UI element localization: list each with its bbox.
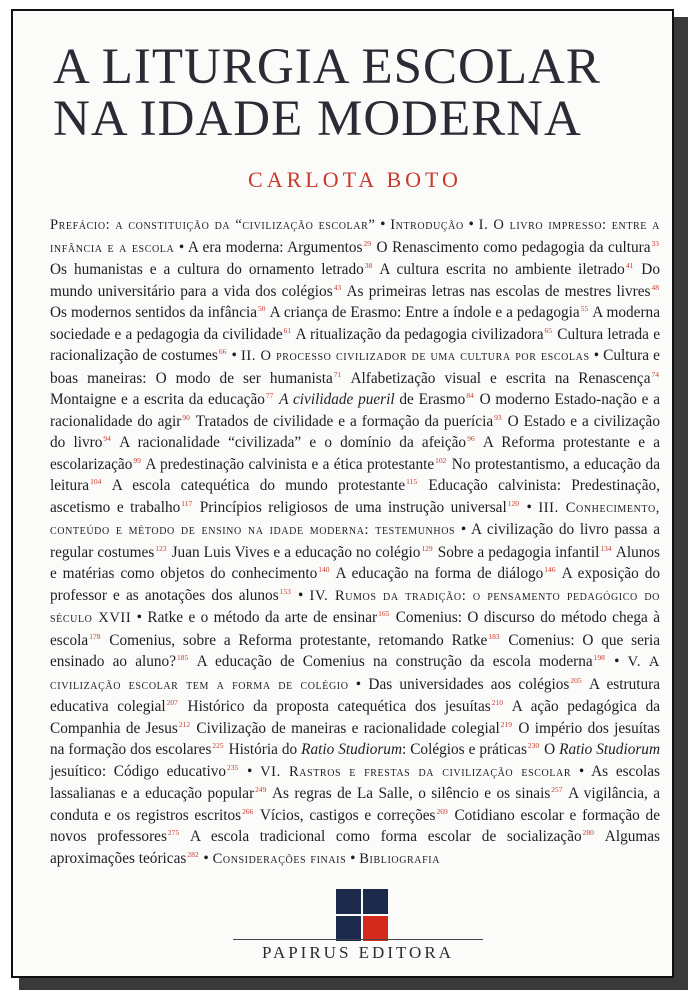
- toc-text: •: [519, 498, 539, 516]
- toc-text: As primeiras letras nas escolas de mestres livres: [342, 282, 651, 300]
- page-number: 71: [333, 369, 342, 379]
- toc-text: Vícios, castigos e correções: [254, 806, 436, 824]
- toc-text: A vigilância, a conduta e os registros escritos: [50, 785, 660, 824]
- title-line-1: A LITURGIA ESCOLAR: [53, 39, 601, 95]
- toc-text: • As escolas lassalianas e a educação popular: [50, 762, 660, 802]
- page-number: 102: [435, 455, 447, 465]
- page-number: 96: [467, 434, 475, 443]
- page-number: 275: [167, 828, 180, 837]
- toc-text: Alfabetização visual e escrita na Renascença: [342, 369, 651, 387]
- page-number: 55: [580, 304, 589, 313]
- toc-text: • Das universidades aos colégios: [348, 675, 570, 693]
- toc-text: •: [375, 216, 391, 233]
- toc-text: Cultura letrada e racionalização de costumes: [50, 325, 660, 364]
- page-number: 146: [544, 565, 556, 574]
- toc-text: : Colégios e práticas: [402, 741, 527, 758]
- toc-italic-text: Ratio Studiorum: [301, 741, 402, 758]
- page-number: 77: [265, 391, 274, 400]
- logo-square-bottom-right: [363, 916, 388, 941]
- chapter-heading: III. Conhecimento, conteúdo e método de ensino na idade moderna: testemunhos: [50, 499, 660, 538]
- page-number: 90: [182, 412, 190, 422]
- toc-text: A escola tradicional como forma escolar de socialização: [180, 828, 582, 845]
- toc-text: •: [463, 216, 479, 233]
- page-number: 104: [90, 477, 102, 486]
- toc-text: No protestantismo, a educação da leitura: [50, 455, 660, 494]
- chapter-heading: I. O livro impresso: entre a infância e a escola: [50, 217, 660, 256]
- publisher-divider: [233, 939, 483, 940]
- toc-text: •: [291, 586, 310, 604]
- toc-text: A exposição do professor e as anotações dos alunos: [50, 565, 660, 604]
- page-number: 117: [181, 498, 193, 508]
- toc-text: •: [227, 347, 241, 364]
- chapter-heading: IV. Rumos da tradição: o pensamento pedagógico do século XVII: [50, 587, 660, 626]
- table-of-contents: [50, 214, 660, 870]
- toc-text: O moderno Estado-nação e a racionalidade do agir: [50, 391, 660, 430]
- toc-text: jesuítico: Código educativo: [50, 762, 227, 780]
- toc-text: • A civilização do livro passa a regular costumes: [50, 521, 660, 561]
- publisher-name: PAPIRUS EDITORA: [262, 943, 454, 962]
- page-number: 33: [651, 238, 660, 248]
- page-number: 205: [570, 675, 582, 685]
- toc-text: Comenius: O que seria ensinado ao aluno?: [50, 631, 660, 670]
- page-number: 165: [378, 609, 390, 618]
- page-number: 212: [178, 719, 191, 729]
- page-number: 282: [187, 849, 199, 859]
- toc-text: Os humanistas e a cultura do ornamento letrado: [50, 261, 364, 278]
- publisher-logo-icon: [336, 889, 388, 941]
- toc-text: Sobre a pedagogia infantil: [433, 543, 600, 561]
- page-number: 207: [166, 698, 178, 707]
- toc-text: A racionalidade “civilizada” e o domínio da afeição: [111, 434, 467, 451]
- page-number: 249: [255, 785, 267, 794]
- toc-text: As regras de La Salle, o silêncio e os sinais: [267, 785, 551, 802]
- toc-text: Tratados de civilidade e a formação da puerícia: [190, 412, 494, 430]
- chapter-heading: II. O processo civilizador de uma cultura por escolas: [240, 348, 590, 364]
- page-number: 134: [600, 543, 612, 553]
- page-number: 129: [421, 543, 433, 553]
- toc-text: A ação pedagógica da Companhia de Jesus: [50, 698, 661, 737]
- page-number: 123: [155, 543, 167, 553]
- toc-text: •: [605, 653, 628, 670]
- page-number: 178: [89, 631, 101, 641]
- page-number: 66: [218, 347, 227, 356]
- toc-text: Comenius: O discurso do método chega à escola: [50, 609, 660, 649]
- author-name: CARLOTA BOTO: [248, 167, 462, 192]
- page-number: 257: [551, 785, 563, 794]
- page-number: 280: [582, 828, 594, 837]
- page-number: 43: [333, 282, 342, 292]
- page-number: 153: [279, 586, 291, 596]
- toc-text: O império dos jesuítas na formação dos escolares: [50, 719, 660, 758]
- toc-text: •: [199, 849, 213, 867]
- title-line-2: NA IDADE MODERNA: [53, 91, 582, 147]
- page-number: 120: [507, 498, 519, 508]
- chapter-heading: VI. Rastros e frestas da civilização escolar: [260, 763, 572, 780]
- toc-text: A moderna sociedade e a pedagogia da civilidade: [50, 304, 660, 343]
- page-number: 99: [133, 455, 141, 465]
- logo-square-bottom-left: [336, 916, 361, 941]
- toc-text: Cotidiano escolar e formação de novos professores: [50, 806, 660, 845]
- toc-text: A educação de Comenius na construção da escola moderna: [189, 653, 593, 670]
- page-number: 185: [177, 653, 189, 662]
- chapter-heading: Introdução: [390, 217, 464, 233]
- toc-text: O: [540, 741, 560, 758]
- toc-text: A criança de Erasmo: Entre a índole e a pedagogia: [266, 304, 580, 321]
- page-number: 48: [651, 282, 659, 292]
- chapter-heading: Bibliografia: [359, 850, 441, 867]
- page-number: 65: [544, 325, 553, 335]
- toc-text: A ritualização da pedagogia civilizadora: [292, 325, 544, 343]
- book-cover: [11, 9, 674, 978]
- toc-text: Educação calvinista: Predestinação, ascetismo e trabalho: [50, 477, 660, 516]
- page-number: 230: [527, 741, 540, 750]
- page-number: 269: [436, 806, 448, 816]
- toc-text: Comenius, sobre a Reforma protestante, retomando Ratke: [101, 631, 488, 649]
- toc-text: A Reforma protestante e a escolarização: [50, 434, 661, 473]
- toc-text: Montaigne e a escrita da educação: [50, 391, 265, 408]
- logo-square-top-left: [336, 889, 361, 914]
- page-number: 198: [593, 653, 605, 662]
- toc-text: História do: [224, 741, 302, 758]
- page-number: 266: [242, 806, 254, 816]
- toc-text: •: [239, 762, 261, 780]
- toc-text: A escola catequética do mundo protestante: [102, 477, 406, 494]
- page-number: 50: [258, 304, 266, 313]
- toc-text: O Renascimento como pedagogia da cultura: [372, 238, 651, 256]
- toc-text: • Cultura e boas maneiras: O modo de ser humanista: [50, 347, 660, 387]
- chapter-heading: Considerações finais: [212, 850, 347, 867]
- chapter-heading: Prefácio: a constituição da “civilização escolar”: [50, 217, 376, 233]
- book-title: [53, 41, 673, 145]
- toc-italic-text: A civilidade pueril: [279, 391, 395, 408]
- toc-text: Juan Luis Vives e a educação no colégio: [167, 543, 421, 561]
- toc-text: Os modernos sentidos da infância: [50, 304, 258, 321]
- toc-text: A educação na forma de diálogo: [330, 565, 544, 582]
- toc-text: A cultura escrita no ambiente iletrado: [373, 261, 625, 278]
- toc-text: • A era moderna: Argumentos: [174, 238, 363, 256]
- page-number: 61: [283, 325, 292, 335]
- toc-text: Alunos e matérias como objetos do conhecimento: [50, 543, 660, 582]
- page-number: 219: [500, 719, 513, 729]
- page-number: 94: [103, 434, 111, 443]
- page-number: 93: [494, 412, 502, 422]
- toc-italic-text: Ratio Studiorum: [559, 741, 660, 758]
- page-number: 140: [318, 565, 330, 574]
- page-number: 41: [625, 261, 634, 270]
- toc-text: A estrutura educativa colegial: [50, 675, 660, 715]
- page-number: 74: [651, 369, 659, 379]
- chapter-heading: V. A civilização escolar tem a forma de colégio: [50, 654, 660, 693]
- logo-square-top-right: [363, 889, 388, 914]
- page-number: 225: [212, 741, 224, 750]
- page-number: 115: [406, 477, 418, 486]
- page-number: 29: [363, 238, 372, 248]
- toc-text: A predestinação calvinista e a ética protestante: [141, 455, 435, 473]
- toc-text: O Estado e a civilização do livro: [50, 412, 660, 451]
- toc-text: de Erasmo: [394, 391, 466, 408]
- page-number: 84: [466, 391, 474, 400]
- toc-text: • Ratke e o método da arte de ensinar: [131, 609, 378, 626]
- toc-text: Histórico da proposta catequética dos jesuítas: [178, 698, 491, 715]
- toc-text: Do mundo universitário para a vida dos colégios: [50, 261, 660, 300]
- page-number: 183: [488, 631, 500, 641]
- toc-text: Civilização de maneiras e racionalidade colegial: [191, 719, 500, 737]
- page-number: 235: [227, 762, 239, 772]
- toc-text: Princípios religiosos de uma instrução universal: [193, 498, 507, 516]
- toc-text: Algumas aproximações teóricas: [50, 828, 661, 867]
- page-number: 38: [364, 261, 373, 270]
- page-number: 210: [491, 698, 503, 707]
- toc-text: •: [346, 849, 360, 867]
